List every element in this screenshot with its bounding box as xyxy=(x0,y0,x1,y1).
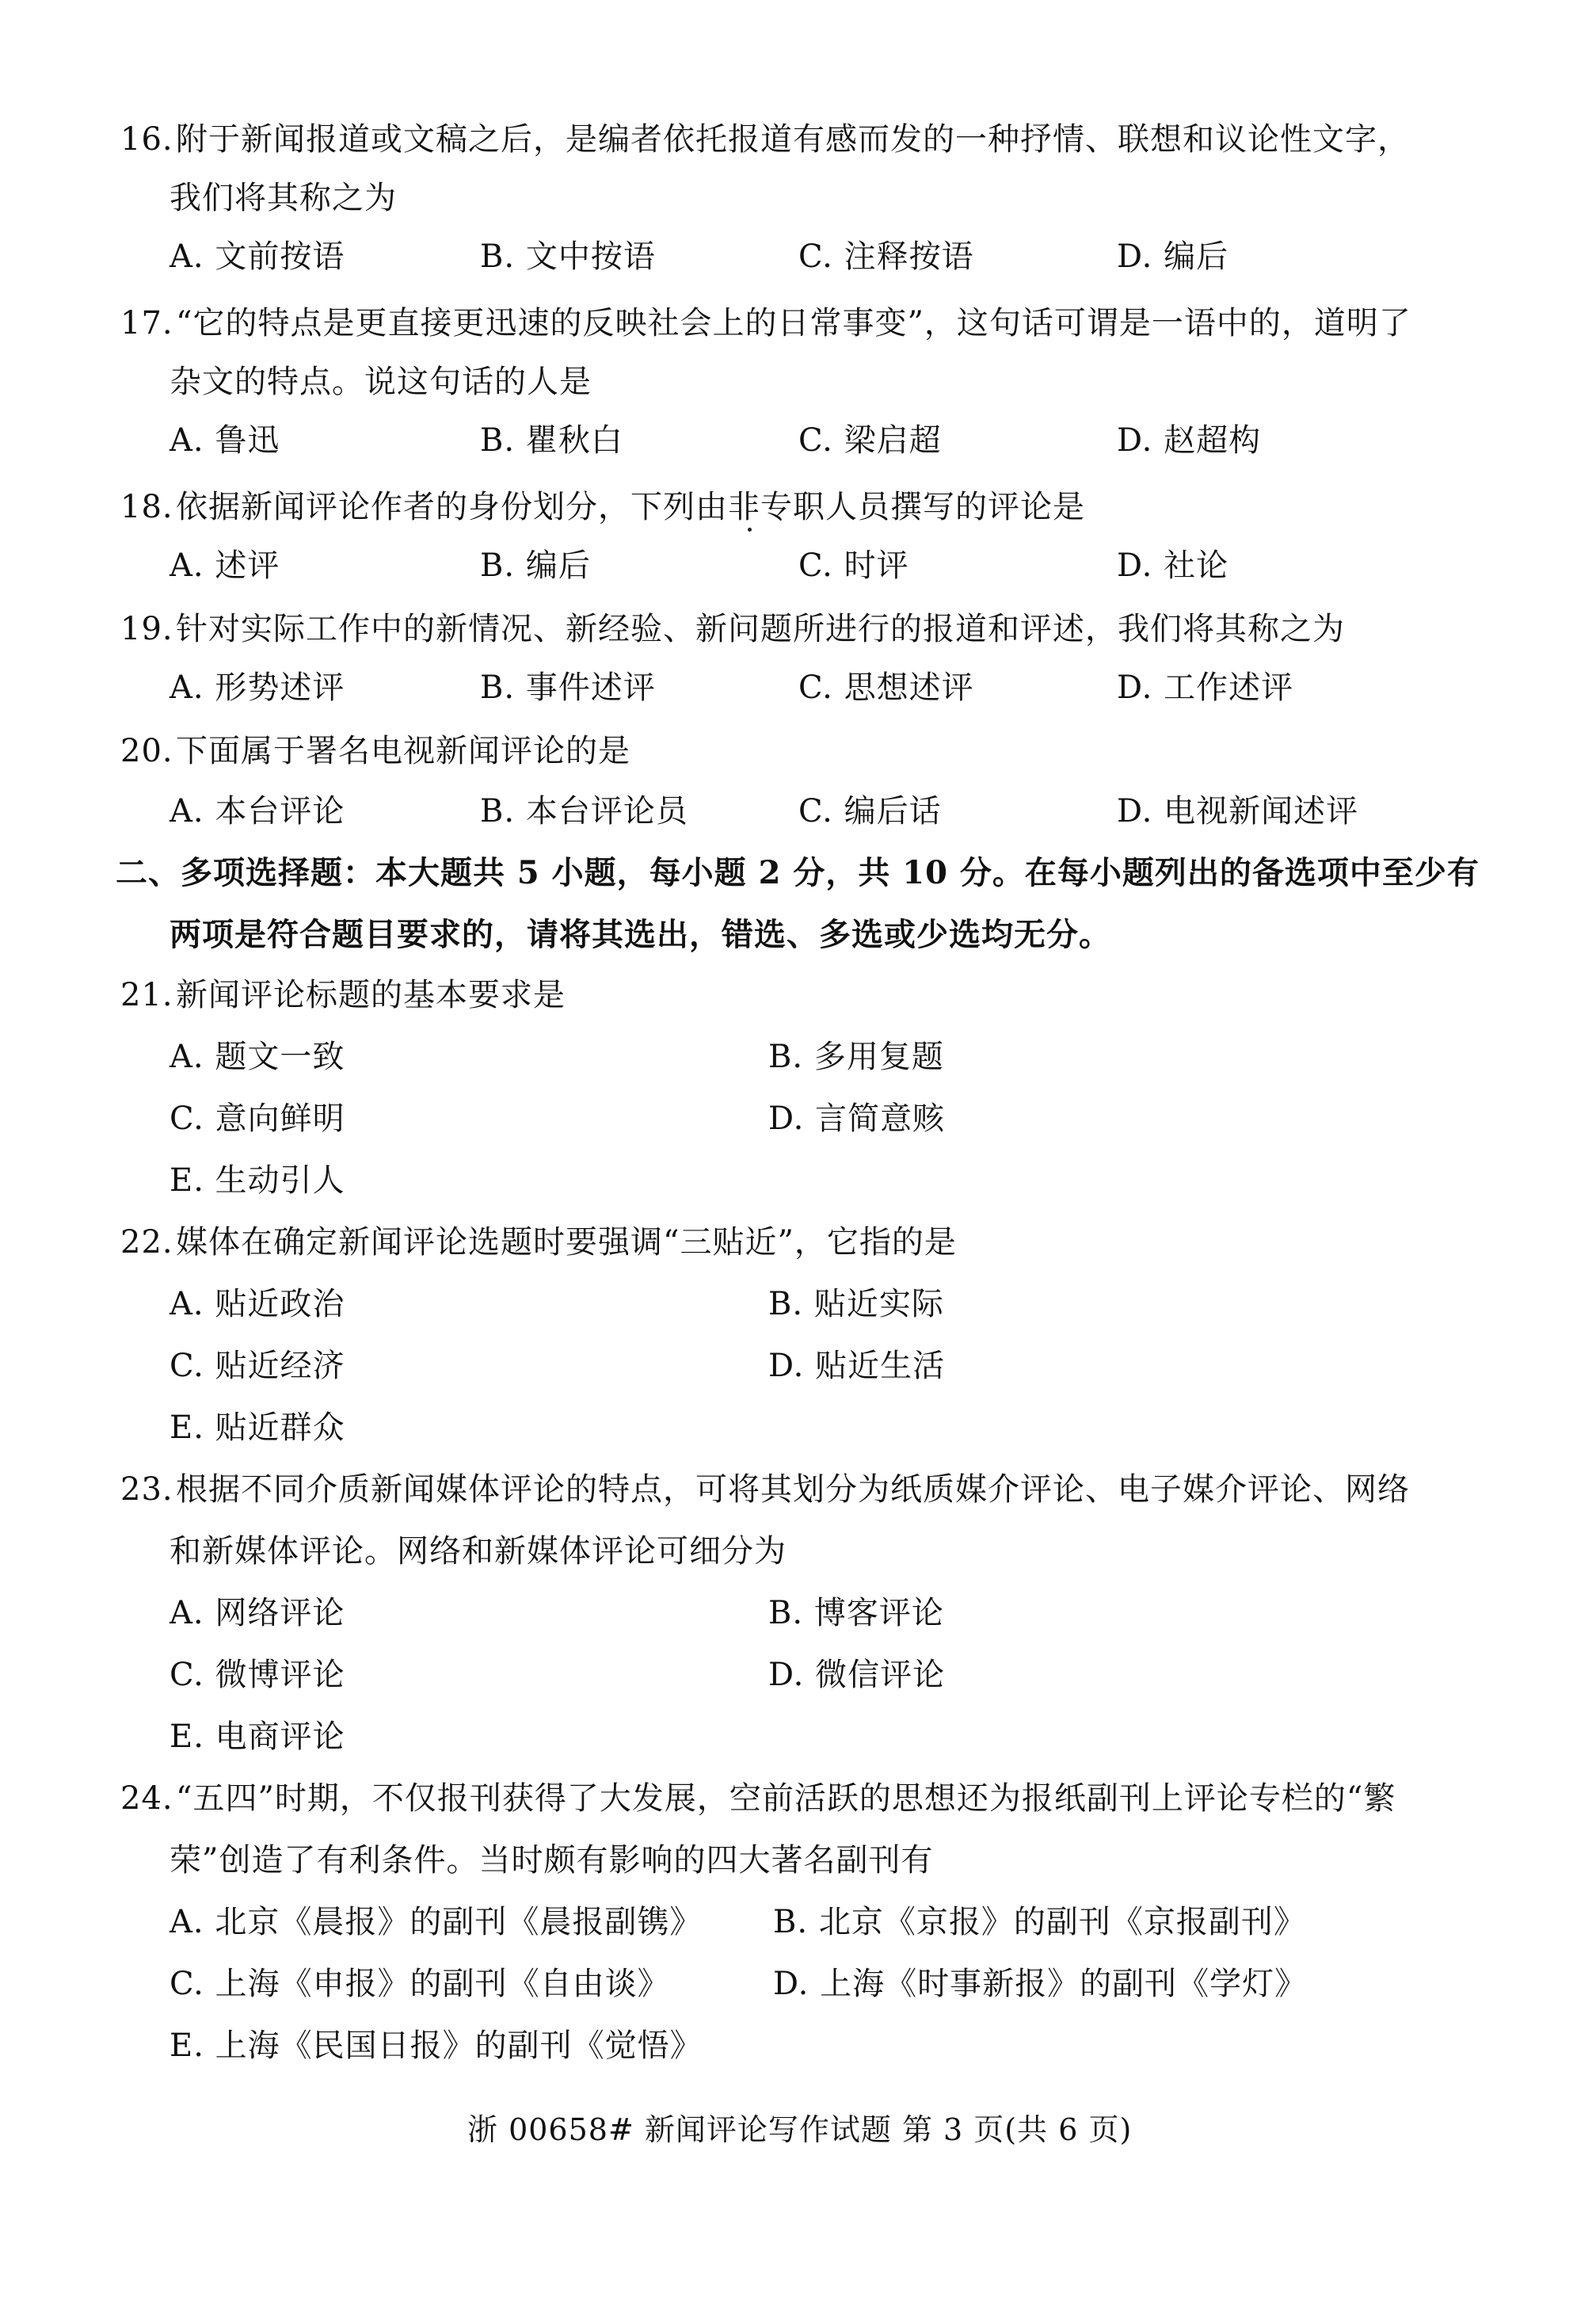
question-21-option-e: E. 生动引人 xyxy=(170,1162,345,1199)
question-23-option-a: A. 网络评论 xyxy=(170,1595,345,1631)
question-text: 根据不同介质新闻媒体评论的特点，可将其划分为纸质媒介评论、电子媒介评论、网络 xyxy=(176,1471,1410,1508)
question-text: “五四”时期，不仅报刊获得了大发展，空前活跃的思想还为报纸副刊上评论专栏的“繁 xyxy=(176,1780,1396,1817)
question-21-option-d: D. 言简意赅 xyxy=(768,1101,946,1137)
question-24-line-1 xyxy=(120,1775,1396,1822)
question-22-option-e: E. 贴近群众 xyxy=(170,1409,345,1446)
question-text: 依据新闻评论作者的身份划分，下列由非专职人员撰写的评论是 xyxy=(176,489,1085,525)
question-number: 24. xyxy=(120,1780,173,1817)
question-24-option-b: B. 北京《京报》的副刊《京报副刊》 xyxy=(773,1904,1306,1940)
question-18-option-c: C. 时评 xyxy=(798,547,909,584)
question-21-option-c: C. 意向鲜明 xyxy=(170,1101,345,1137)
question-24-line-2: 荣”创造了有利条件。当时颇有影响的四大著名副刊有 xyxy=(170,1842,934,1879)
question-18-option-d: D. 社论 xyxy=(1117,547,1229,584)
question-22-option-c: C. 贴近经济 xyxy=(170,1348,345,1384)
question-23-option-e: E. 电商评论 xyxy=(170,1718,345,1755)
question-number: 23. xyxy=(120,1471,173,1508)
emphasis-dot xyxy=(748,528,752,532)
question-17-line-1 xyxy=(120,299,1411,347)
question-22-line-1 xyxy=(120,1219,957,1266)
question-18-line-1 xyxy=(120,483,1085,531)
question-22-option-d: D. 贴近生活 xyxy=(768,1348,946,1384)
question-number: 18. xyxy=(120,489,173,525)
question-text: 下面属于署名电视新闻评论的是 xyxy=(176,733,630,769)
question-text: 媒体在确定新闻评论选题时要强调“三贴近”，它指的是 xyxy=(176,1224,957,1261)
question-17-line-2: 杂文的特点。说这句话的人是 xyxy=(170,364,592,400)
question-number: 17. xyxy=(120,305,173,341)
question-19-option-b: B. 事件述评 xyxy=(480,669,656,706)
question-23-option-b: B. 博客评论 xyxy=(768,1595,944,1631)
question-22-option-a: A. 贴近政治 xyxy=(170,1286,345,1322)
question-20-option-b: B. 本台评论员 xyxy=(480,793,688,830)
question-text: 针对实际工作中的新情况、新经验、新问题所进行的报道和评述，我们将其称之为 xyxy=(176,611,1345,647)
question-16-line-1 xyxy=(120,116,1410,163)
question-24-option-a: A. 北京《晨报》的副刊《晨报副镌》 xyxy=(170,1904,703,1940)
question-20-option-a: A. 本台评论 xyxy=(170,793,345,830)
question-text: 附于新闻报道或文稿之后，是编者依托报道有感而发的一种抒情、联想和议论性文字， xyxy=(176,121,1410,158)
question-16-line-2: 我们将其称之为 xyxy=(170,180,397,216)
question-22-option-b: B. 贴近实际 xyxy=(768,1286,944,1322)
question-16-option-d: D. 编后 xyxy=(1117,238,1229,275)
question-18-option-b: B. 编后 xyxy=(480,547,591,584)
question-19-option-d: D. 工作述评 xyxy=(1117,669,1294,706)
question-23-option-c: C. 微博评论 xyxy=(170,1657,345,1693)
question-21-line-1 xyxy=(120,971,566,1019)
question-24-option-c: C. 上海《申报》的副刊《自由谈》 xyxy=(170,1966,670,2002)
question-20-line-1 xyxy=(120,727,630,775)
section-2-heading-line-2: 两项是符合题目要求的，请将其选出，错选、多选或少选均无分。 xyxy=(170,916,1111,953)
question-18-option-a: A. 述评 xyxy=(170,547,280,584)
question-17-option-a: A. 鲁迅 xyxy=(170,422,280,459)
question-16-option-b: B. 文中按语 xyxy=(480,238,656,275)
question-number: 22. xyxy=(120,1224,173,1261)
question-20-option-d: D. 电视新闻述评 xyxy=(1117,793,1359,830)
section-2-heading-line-1: 二、多项选择题：本大题共 5 小题，每小题 2 分，共 10 分。在每小题列出的备选项中至少有 xyxy=(116,854,1480,891)
question-19-option-a: A. 形势述评 xyxy=(170,669,345,706)
question-20-option-c: C. 编后话 xyxy=(798,793,942,830)
question-23-line-2: 和新媒体评论。网络和新媒体评论可细分为 xyxy=(170,1533,787,1570)
question-23-line-1 xyxy=(120,1466,1410,1513)
question-text: “它的特点是更直接更迅速的反映社会上的日常事变”，这句话可谓是一语中的，道明了 xyxy=(176,305,1411,341)
question-21-option-b: B. 多用复题 xyxy=(768,1039,944,1075)
question-number: 19. xyxy=(120,611,173,647)
page-footer: 浙 00658# 新闻评论写作试题 第 3 页(共 6 页) xyxy=(467,2112,1133,2147)
question-19-option-c: C. 思想述评 xyxy=(798,669,974,706)
question-24-option-d: D. 上海《时事新报》的副刊《学灯》 xyxy=(773,1966,1308,2002)
question-16-option-c: C. 注释按语 xyxy=(798,238,974,275)
question-number: 20. xyxy=(120,733,173,769)
question-17-option-c: C. 梁启超 xyxy=(798,422,942,459)
question-number: 16. xyxy=(120,121,173,158)
question-24-option-e: E. 上海《民国日报》的副刊《觉悟》 xyxy=(170,2027,703,2064)
question-17-option-b: B. 瞿秋白 xyxy=(480,422,623,459)
question-text: 新闻评论标题的基本要求是 xyxy=(176,977,566,1013)
question-number: 21. xyxy=(120,977,173,1013)
question-17-option-d: D. 赵超构 xyxy=(1117,422,1262,459)
question-19-line-1 xyxy=(120,605,1345,653)
question-23-option-d: D. 微信评论 xyxy=(768,1657,946,1693)
question-16-option-a: A. 文前按语 xyxy=(170,238,345,275)
question-21-option-a: A. 题文一致 xyxy=(170,1039,345,1075)
